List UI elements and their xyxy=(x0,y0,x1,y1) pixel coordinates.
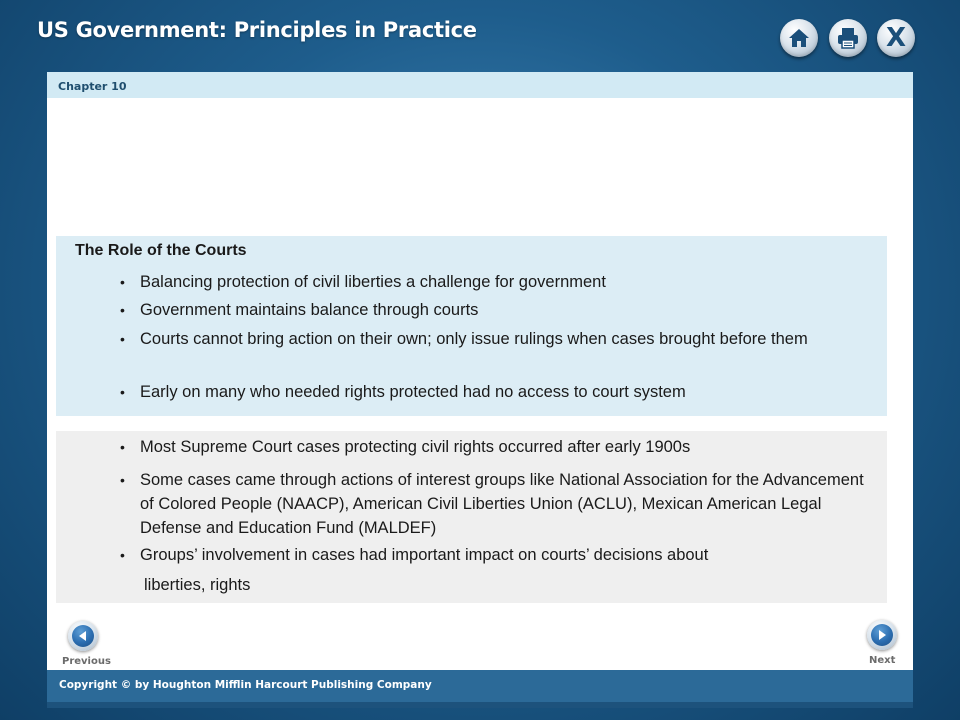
chapter-label: Chapter 10 xyxy=(58,80,127,93)
bullet-icon: • xyxy=(120,274,125,290)
section-supreme-court xyxy=(56,431,887,603)
bullet-icon: • xyxy=(120,302,125,318)
bullet-text: Most Supreme Court cases protecting civil rights occurred after early 1900s xyxy=(140,438,691,456)
previous-button[interactable] xyxy=(68,621,98,651)
next-button[interactable] xyxy=(867,620,897,650)
bullet-item xyxy=(120,543,880,567)
bullet-icon: • xyxy=(120,384,125,400)
arrow-right-icon xyxy=(876,626,888,645)
footer-bar xyxy=(47,670,913,702)
bullet-text: Some cases came through actions of interest groups like National Association for the Advancement of Colored People (NAACP), American Civil Liberties Union (ACLU), Mexican American Legal Defense and Education Fund (MALDEF) xyxy=(140,471,864,537)
bullet-item xyxy=(120,298,880,322)
bullet-text: Courts cannot bring action on their own; only issue rulings when cases brought before them xyxy=(140,330,808,348)
section-courts-role xyxy=(56,236,887,416)
footer-strip xyxy=(47,702,913,708)
bullet-item xyxy=(120,270,880,294)
bullet-text: Government maintains balance through courts xyxy=(140,301,479,319)
bullet-text: Groups’ involvement in cases had important impact on courts’ decisions about xyxy=(140,546,709,564)
close-icon: X xyxy=(885,22,907,53)
arrow-left-icon xyxy=(77,627,89,646)
bullet-item xyxy=(120,468,875,540)
app-title: US Government: Principles in Practice xyxy=(37,18,477,42)
bullet-item xyxy=(120,435,880,459)
chapter-bar xyxy=(47,72,913,98)
close-button[interactable] xyxy=(877,19,915,57)
bullet-icon: • xyxy=(120,547,125,563)
bullet-item xyxy=(120,380,880,404)
next-label[interactable]: Next xyxy=(869,655,896,666)
continuation-text: liberties, rights xyxy=(144,576,251,594)
home-button[interactable] xyxy=(780,19,818,57)
bullet-item xyxy=(120,327,860,351)
content-panel xyxy=(47,72,913,708)
bullet-icon: • xyxy=(120,472,125,488)
bullet-text: Balancing protection of civil liberties a challenge for government xyxy=(140,273,606,291)
printer-icon xyxy=(836,27,860,49)
bullet-text: Early on many who needed rights protected had no access to court system xyxy=(140,383,686,401)
print-button[interactable] xyxy=(829,19,867,57)
section-heading: The Role of the Courts xyxy=(75,242,247,259)
previous-label[interactable]: Previous xyxy=(62,656,111,667)
home-icon xyxy=(787,27,811,49)
bullet-icon: • xyxy=(120,439,125,455)
copyright-text: Copyright © by Houghton Mifflin Harcourt Publishing Company xyxy=(59,679,432,691)
bullet-icon: • xyxy=(120,331,125,347)
